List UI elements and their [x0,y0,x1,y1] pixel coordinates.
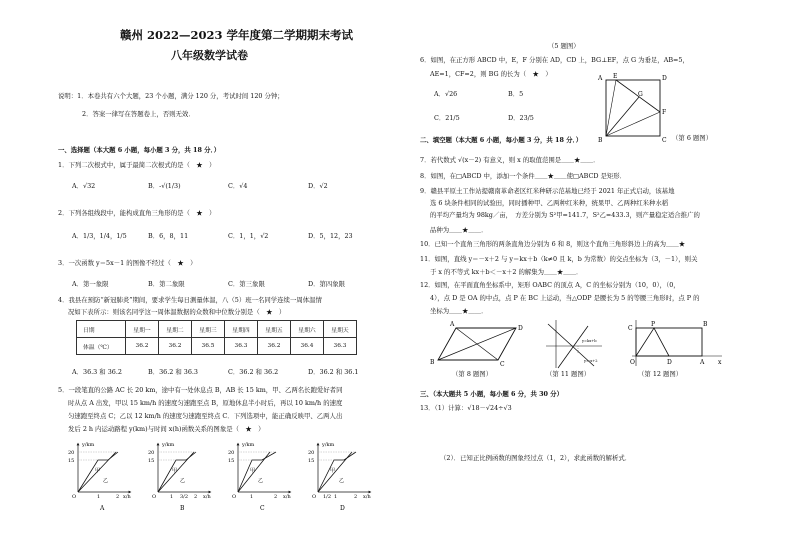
table-cell: 36.2 [159,338,192,355]
point-label: P [651,321,656,328]
q2-stem: 2．下列各组线段中，能构成直角三角形的是（ ★ ） [58,209,216,217]
table-cell: 36.5 [192,338,225,355]
q1-option-c: C．√4 [228,182,248,190]
graph-label: B [180,505,185,512]
point-label: O [630,359,635,366]
table-cell: 星期天 [324,321,357,338]
point-label: C [662,137,667,144]
tick-label: 20 [148,450,155,456]
q11-line2: 于 x 的不等式 kx＋b＜－x＋2 的解集为＿＿★＿＿． [430,268,583,276]
series-label: 乙 [258,478,264,484]
q2-option-b: B．6，8，11 [148,232,189,240]
point-label: B [598,137,603,144]
q6-line1: 6．如图，在正方形 ABCD 中，E，F 分别在 AD，CD 上，BG⊥EF，点 G 为垂足，AB=5， [420,56,689,64]
q12-line3: 坐标为＿＿★＿＿． [430,307,488,315]
instruction-2: 2．答案一律写在答题卷上，否则无效． [82,110,195,118]
point-label: A [450,321,455,328]
table-cell: 36.2 [126,338,159,355]
graph-label: C [260,505,265,512]
origin-label: O [72,494,77,500]
fig11-caption: （第 11 题图） [546,370,591,378]
q6-option-b: B．5 [508,90,524,98]
tick-label: 15 [148,458,155,464]
table-cell: 体温（℃） [77,338,126,355]
q3-option-d: D．第四象限 [308,280,346,288]
q4-option-b: B．36.2 和 36.3 [148,368,198,376]
point-label: D [662,75,667,82]
graph-label: D [340,505,345,512]
q9-line1: 9．赣县平原土工作站提赣南革命老区红米种研示范基地已经于 2021 年正式启动，该基地 [420,187,675,195]
tick-label: 2 [274,494,278,500]
q3-option-b: B．第二象限 [148,280,185,288]
fig12-caption: （第 12 题图） [638,370,683,378]
q4-option-c: C．36.2 和 36.2 [228,368,279,376]
table-cell: 星期五 [258,321,291,338]
axis-label: y/km [162,442,175,448]
series-label: 乙 [339,478,345,484]
q12-line2: 4），点 D 是 OA 的中点，点 P 在 BC 上运动，当△ODP 是腰长为 5 的等腰三角形时，点 P 的 [430,294,700,302]
point-label: A [700,359,705,366]
line-label: y=-x+2 [584,359,598,363]
q5-line3: 匀速跑至终点 C；乙以 12 km/h 的速度匀速跑至终点 C．下列选项中，能正确反映甲、乙两人出 [68,412,343,420]
q5-line4: 发后 2 h 内运动路程 y(km)与时间 x(h)函数关系的图象是（ ★ ） [68,425,265,433]
table-cell: 36.3 [225,338,258,355]
tick-label: 20 [68,450,75,456]
table-cell: 36.3 [324,338,357,355]
fig8-caption: （第 8 题图） [452,370,493,378]
fig11-lines [542,318,606,370]
axis-label: y/km [242,442,255,448]
q13-part2: （2）．已知正比例函数的图象经过点（1，2），求此函数的解析式． [440,454,632,462]
table-cell: 日期 [77,321,126,338]
q11-line1: 11．如图，直线 y＝－x＋2 与 y＝kx＋b（k≠0 且 k，b 为常数）的交点坐标为（3，－1），则关 [420,255,698,263]
table-cell: 星期四 [225,321,258,338]
table-cell: 36.2 [258,338,291,355]
axis-label: x/h [123,494,131,500]
q3-option-a: A．第一象限 [72,280,109,288]
q6-option-c: C．21/5 [434,114,460,122]
tick-label: 2 [194,494,198,500]
axis-label: y/km [322,442,335,448]
origin-label: O [152,494,157,500]
graph-d [308,442,372,512]
tick-label: 15 [68,458,75,464]
tick-label: 15 [228,458,235,464]
table-cell: 星期三 [192,321,225,338]
q2-option-c: C．1，1，√2 [228,232,269,240]
series-label: 甲 [172,468,178,474]
fig8-parallelogram [428,320,528,366]
tick-label: 1 [170,494,174,500]
q6-option-d: D．23/5 [508,114,534,122]
origin-label: O [232,494,237,500]
tick-label: 2 [116,494,120,500]
axis-label: x/h [203,494,211,500]
q4-option-d: D．36.2 和 36.1 [308,368,359,376]
point-label: C [500,361,505,366]
fig6-caption: （第 6 题图） [672,134,713,142]
series-label: 乙 [180,478,186,484]
q6-option-a: A．√26 [434,90,458,98]
q9-line2: 选 6 块条件相同的试验田，同时播种甲、乙两种红米种，统果甲、乙两种红米种水稻 [430,199,669,207]
q3-stem: 3．一次函数 y＝5x－1 的图像不经过（ ★ ） [58,259,197,267]
point-label: D [667,359,672,366]
point-label: B [703,321,708,328]
section3-heading: 三、（本大题共 5 小题，每小题 6 分，共 30 分） [420,390,563,398]
point-label: C [628,325,633,332]
section2-heading: 二、填空题（本大题 6 小题，每小题 3 分，共 18 分．） [420,136,583,144]
exam-title: 赣州 2022—2023 学年度第二学期期末考试 [120,28,354,42]
tick-label: 3/2 [180,494,189,500]
temperature-table [76,320,357,355]
q5-line2: 时从点 A 出发，甲以 15 km/h 的速度匀速跑至点 B，原地休息半小时后，再以 10 km/h 的速度 [68,399,343,407]
graph-b [148,442,212,512]
tick-label: 1/2 [323,494,332,500]
tick-label: 1 [97,494,101,500]
q13: 13．（1）计算：√18－√24÷√3 [420,404,512,412]
tick-label: 1 [334,494,338,500]
q8: 8．如图，在□ABCD 中，添加一个条件＿＿★＿＿使□ABCD 是矩形． [420,172,627,180]
q4-line1: 4．我县在预防“新冠肺炎”期间，要求学生每日测量体温，八（5）班一名同学连续一周体温情 [58,296,322,304]
q4-option-a: A．36.3 和 36.2 [72,368,122,376]
exam-subtitle: 八年级数学试卷 [171,49,248,62]
tick-label: 2 [354,494,358,500]
q10: 10．已知一个直角三角形的两条直角边分别为 6 和 8，则这个直角三角形斜边上的高为＿＿★ [420,240,686,248]
point-label: A [598,75,603,82]
graph-c [228,442,292,512]
point-label: G [638,91,643,98]
tick-label: 1 [250,494,254,500]
series-label: 甲 [250,468,256,474]
table-row [77,321,357,338]
series-label: 甲 [330,468,336,474]
axis-label: x/h [283,494,291,500]
q4-line2: 况如下表所示：则该名同学这一周体温数据的众数和中位数分别是（ ★ ） [68,308,286,316]
fig5-caption: （5 题图） [548,42,580,50]
table-cell: 星期六 [291,321,324,338]
q1-option-a: A．√32 [72,182,96,190]
series-label: 甲 [95,468,101,474]
q9-line4: 品种为＿＿★＿＿． [430,226,488,234]
q5-line1: 5．一段笔直的公路 AC 长 20 km，途中有一处休息点 B，AB 长 15 km，甲、乙两名长跑爱好者同 [58,386,343,394]
table-cell: 36.4 [291,338,324,355]
axis-label: y/km [82,442,95,448]
section1-heading: 一、选择题（本大题 6 小题，每小题 3 分，共 18 分．） [58,146,221,154]
tick-label: 20 [308,450,315,456]
axis-label: x/h [363,494,371,500]
q3-option-c: C．第三象限 [228,280,265,288]
series-label: 乙 [103,478,109,484]
point-label: E [613,73,618,80]
table-row [77,338,357,355]
origin-label: O [312,494,317,500]
point-label: B [430,359,435,366]
q1-option-d: D．√2 [308,182,328,190]
instruction-1: 说明：1．本卷共有六个大题，23 个小题，满分 120 分，考试时间 120 分钟； [58,92,284,100]
table-cell: 星期一 [126,321,159,338]
tick-label: 15 [308,458,315,464]
q6-line2: AE=1，CF=2，则 BG 的长为（ ★ ） [430,70,552,78]
q7: 7．若代数式 √(x－2) 有意义，则 x 的取值范围是＿＿★＿＿． [420,156,600,164]
point-label: x [718,359,722,366]
q1-stem: 1．下列二次根式中，属于最简二次根式的是（ ★ ） [58,161,216,169]
graph-a [68,442,132,512]
q5-graphs [58,440,396,518]
point-label: F [662,109,667,116]
q2-option-d: D．5，12，23 [308,232,353,240]
fig12-rectangle [626,318,726,370]
line-label: y=kx+b [582,339,597,343]
tick-label: 20 [228,450,235,456]
point-label: D [518,325,523,332]
graph-label: A [100,505,105,512]
q9-line3: 的平均产量均为 98kg／亩， 方差分别为 S²甲=141.7，S²乙=433.3，则产量稳定适合推广的 [430,211,700,219]
table-cell: 星期二 [159,321,192,338]
q2-option-a: A．1/3，1/4，1/5 [72,232,127,240]
q12-line1: 12．如图，在平面直角坐标系中，矩形 OABC 的顶点 A，C 的坐标分别为（10，0），（0， [420,281,680,289]
q1-option-b: B．-√(1/3) [148,182,181,190]
